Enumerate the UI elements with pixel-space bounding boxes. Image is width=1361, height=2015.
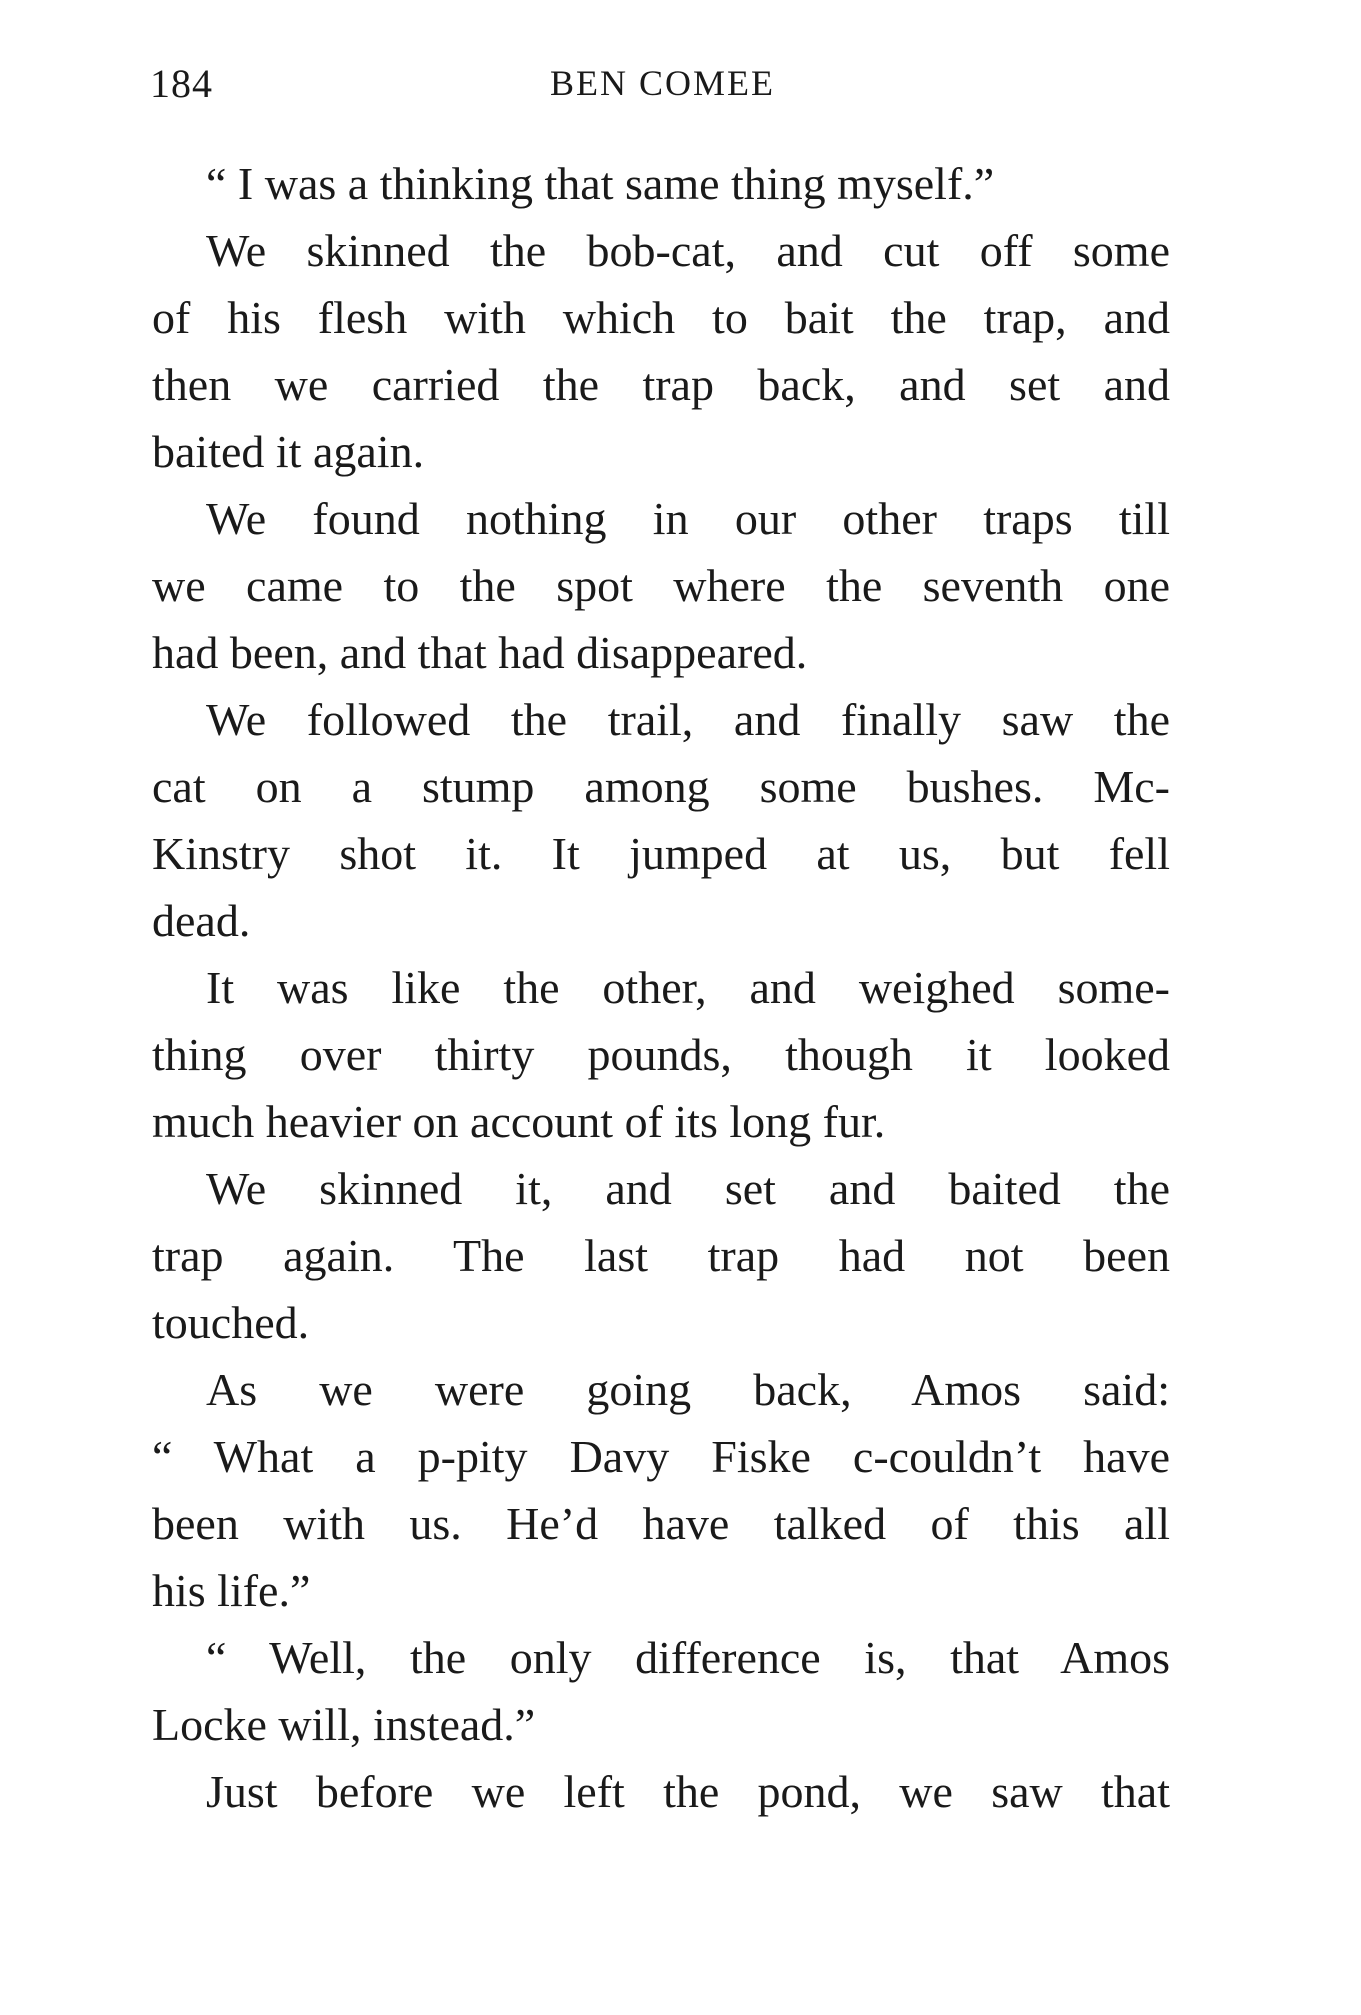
text-line: Just before we left the pond, we saw that [206, 1766, 1170, 1817]
text-line: baited it again. [152, 426, 425, 477]
text-line: had been, and that had disappeared. [152, 627, 808, 678]
text-line: “ I was a thinking that same thing myself.” [206, 158, 995, 209]
text-line: We found nothing in our other traps till [206, 493, 1170, 544]
body-text [152, 150, 1170, 1825]
running-head: BEN COMEE [550, 63, 775, 103]
text-line: “ Well, the only difference is, that Amos [206, 1632, 1170, 1683]
text-line: dead. [152, 895, 251, 946]
text-line: Kinstry shot it. It jumped at us, but fell [152, 828, 1170, 879]
text-line: his life.” [152, 1565, 311, 1616]
text-line: It was like the other, and weighed some- [206, 962, 1170, 1013]
text-line: of his flesh with which to bait the trap, and [152, 292, 1170, 343]
text-line: cat on a stump among some bushes. Mc- [152, 761, 1170, 812]
text-line: we came to the spot where the seventh one [152, 560, 1170, 611]
page-header [150, 60, 1175, 120]
text-line: trap again. The last trap had not been [152, 1230, 1170, 1281]
text-line: touched. [152, 1297, 310, 1348]
text-line: Locke will, instead.” [152, 1699, 536, 1750]
text-line: then we carried the trap back, and set and [152, 359, 1170, 410]
text-line: We followed the trail, and finally saw the [206, 694, 1170, 745]
text-line: We skinned it, and set and baited the [206, 1163, 1170, 1214]
text-line: We skinned the bob-cat, and cut off some [206, 225, 1170, 276]
text-line: As we were going back, Amos said: [206, 1364, 1170, 1415]
page-number: 184 [150, 61, 213, 106]
text-line: been with us. He’d have talked of this all [152, 1498, 1170, 1549]
text-line: “ What a p-pity Davy Fiske c-couldn’t have [152, 1431, 1170, 1482]
text-line: thing over thirty pounds, though it looked [152, 1029, 1170, 1080]
text-line: much heavier on account of its long fur. [152, 1096, 886, 1147]
